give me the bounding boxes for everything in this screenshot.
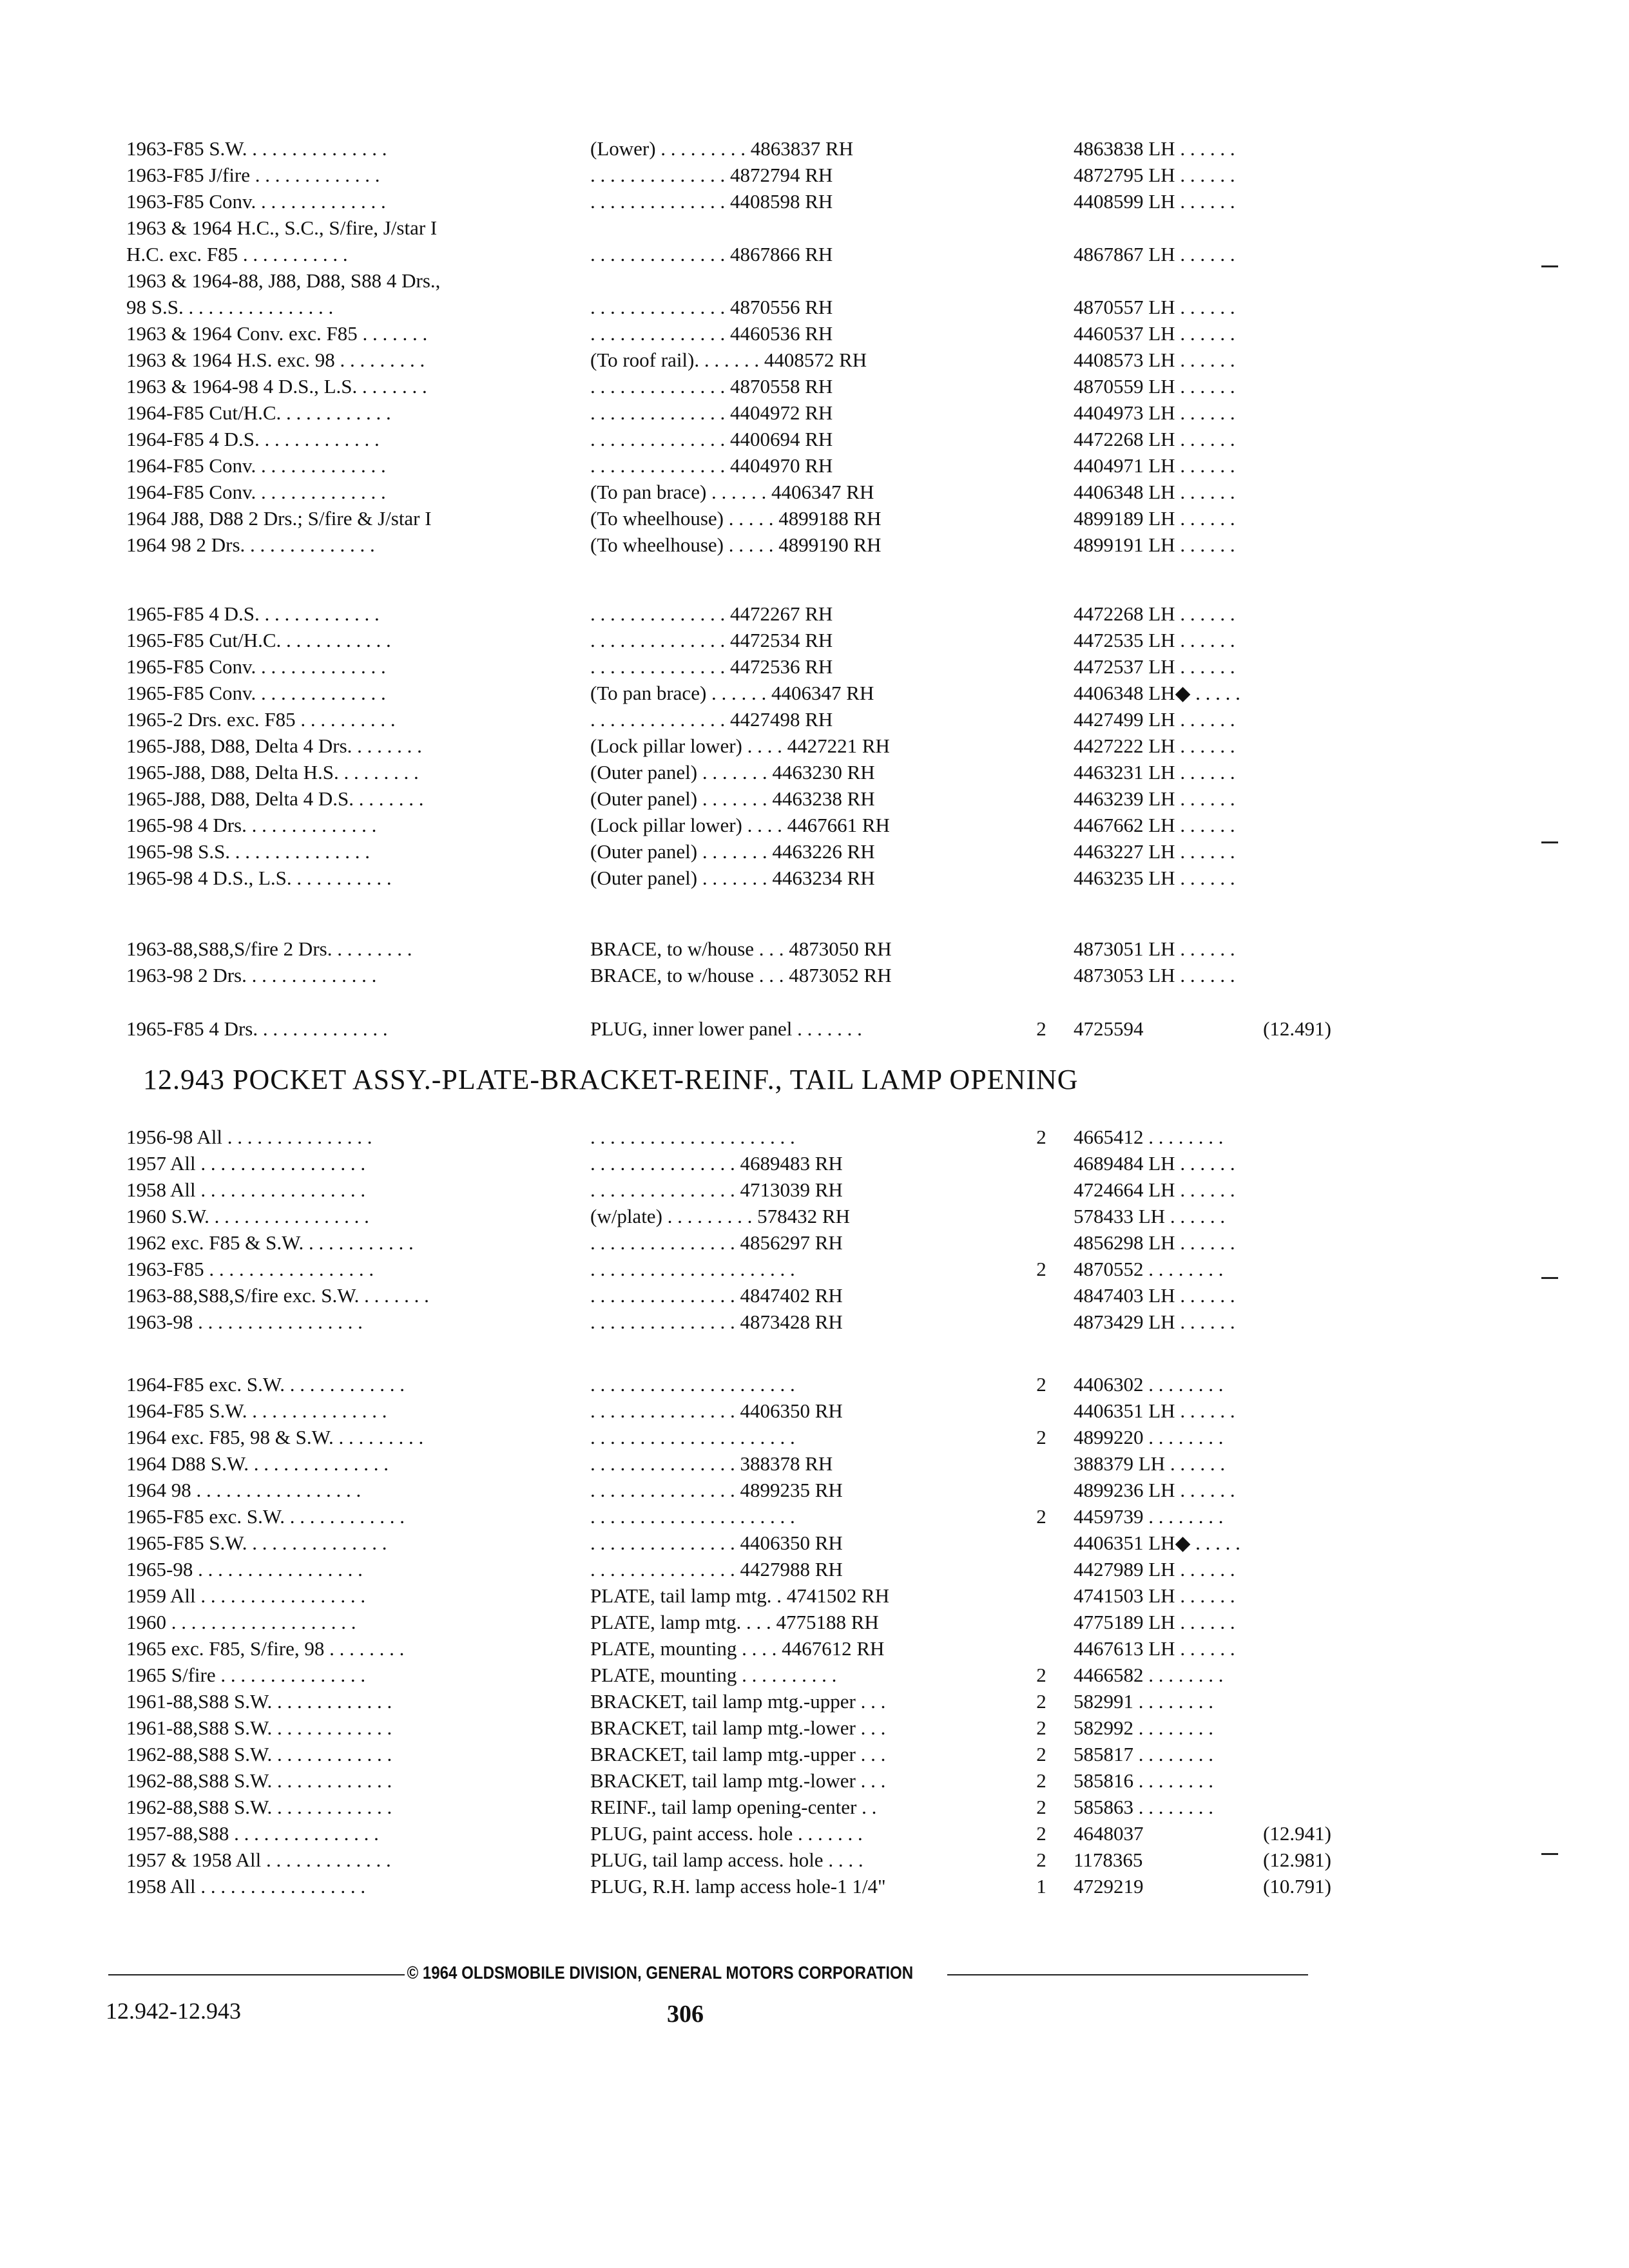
description-cell: (w/plate) . . . . . . . . . 578432 RH	[590, 1205, 850, 1227]
part-number-cell: 4404973 LH . . . . . .	[1074, 401, 1235, 424]
application-cell: 1960 . . . . . . . . . . . . . . . . . . .	[126, 1611, 356, 1633]
part-number-cell: 4899236 LH . . . . . .	[1074, 1479, 1235, 1501]
description-cell: . . . . . . . . . . . . . . 4460536 RH	[590, 322, 833, 345]
quantity-cell: 2	[1036, 1426, 1046, 1448]
application-cell: 1958 All . . . . . . . . . . . . . . . . .	[126, 1875, 366, 1898]
application-cell: 1960 S.W. . . . . . . . . . . . . . . . .	[126, 1205, 369, 1227]
parts-row	[126, 188, 1338, 215]
parts-row	[126, 1556, 1338, 1582]
description-cell: . . . . . . . . . . . . . . 4472536 RH	[590, 655, 833, 678]
application-cell: 1965-98 S.S. . . . . . . . . . . . . . .	[126, 840, 371, 863]
parts-row	[126, 1662, 1338, 1688]
part-number-cell: 582992 . . . . . . . .	[1074, 1716, 1213, 1739]
part-number-cell: 4863838 LH . . . . . .	[1074, 137, 1235, 160]
description-cell: (Outer panel) . . . . . . . 4463230 RH	[590, 761, 875, 783]
application-cell: 1965-F85 S.W. . . . . . . . . . . . . . .	[126, 1532, 387, 1554]
description-cell: . . . . . . . . . . . . . . 4408598 RH	[590, 190, 833, 213]
parts-row	[126, 1256, 1338, 1282]
part-number-cell: 4899220 . . . . . . . .	[1074, 1426, 1224, 1448]
parts-row	[126, 733, 1338, 759]
margin-mark	[1541, 1277, 1558, 1279]
parts-row	[126, 1688, 1338, 1715]
parts-row	[126, 1203, 1338, 1229]
application-cell: 1963-F85 Conv. . . . . . . . . . . . . .	[126, 190, 386, 213]
parts-group-brace	[126, 936, 1338, 988]
part-number-cell: 4899191 LH . . . . . .	[1074, 533, 1235, 556]
part-number-cell: 4427499 LH . . . . . .	[1074, 708, 1235, 731]
parts-row	[126, 936, 1338, 962]
application-cell: 1963 & 1964-98 4 D.S., L.S. . . . . . . .	[126, 375, 427, 398]
application-cell: 1964 J88, D88 2 Drs.; S/fire & J/star I	[126, 507, 432, 530]
description-cell: PLATE, mounting . . . . 4467612 RH	[590, 1637, 885, 1660]
application-cell: 1964-F85 Conv. . . . . . . . . . . . . .	[126, 481, 386, 503]
parts-row	[126, 1371, 1338, 1398]
quantity-cell: 2	[1036, 1690, 1046, 1713]
part-number-cell: 4472537 LH . . . . . .	[1074, 655, 1235, 678]
parts-group-1965	[126, 601, 1338, 891]
description-cell: . . . . . . . . . . . . . . . 4689483 RH	[590, 1152, 843, 1175]
description-cell: PLUG, R.H. lamp access hole-1 1/4"	[590, 1875, 886, 1898]
part-number-cell: 4472268 LH . . . . . .	[1074, 602, 1235, 625]
application-cell: 1962-88,S88 S.W. . . . . . . . . . . . .	[126, 1796, 392, 1818]
page-number: 306	[667, 2001, 704, 2028]
application-cell: 1965-2 Drs. exc. F85 . . . . . . . . . .	[126, 708, 396, 731]
application-cell: 1962 exc. F85 & S.W. . . . . . . . . . . .	[126, 1231, 414, 1254]
parts-row	[126, 1767, 1338, 1794]
parts-row	[126, 680, 1338, 706]
part-number-cell: 4408599 LH . . . . . .	[1074, 190, 1235, 213]
parts-row	[126, 452, 1338, 479]
reference-cell: (12.981)	[1263, 1849, 1331, 1871]
part-number-cell: 4867867 LH . . . . . .	[1074, 243, 1235, 265]
part-number-cell: 4873429 LH . . . . . .	[1074, 1311, 1235, 1333]
application-cell: 1957 All . . . . . . . . . . . . . . . . .	[126, 1152, 366, 1175]
application-cell: 1965 exc. F85, S/fire, 98 . . . . . . . .	[126, 1637, 405, 1660]
part-number-cell: 4472268 LH . . . . . .	[1074, 428, 1235, 450]
part-number-cell: 4775189 LH . . . . . .	[1074, 1611, 1235, 1633]
part-number-cell: 4467613 LH . . . . . .	[1074, 1637, 1235, 1660]
description-cell: BRACKET, tail lamp mtg.-lower . . .	[590, 1716, 886, 1739]
quantity-cell: 2	[1036, 1126, 1046, 1148]
parts-row	[126, 838, 1338, 865]
part-number-cell: 4406348 LH◆ . . . . .	[1074, 682, 1240, 704]
application-cell: 1963 & 1964 H.S. exc. 98 . . . . . . . . .	[126, 349, 425, 371]
description-cell: . . . . . . . . . . . . . . . 4899235 RH	[590, 1479, 843, 1501]
quantity-cell: 2	[1036, 1373, 1046, 1396]
application-cell: 1962-88,S88 S.W. . . . . . . . . . . . .	[126, 1743, 392, 1765]
parts-row	[126, 215, 1338, 241]
quantity-cell: 2	[1036, 1716, 1046, 1739]
part-number-cell: 4873053 LH . . . . . .	[1074, 964, 1235, 986]
application-cell: 1963 & 1964 Conv. exc. F85 . . . . . . .	[126, 322, 428, 345]
parts-row	[126, 1582, 1338, 1609]
margin-mark	[1541, 841, 1558, 843]
description-cell: . . . . . . . . . . . . . . 4404970 RH	[590, 454, 833, 477]
parts-group-pocket-1956-1963	[126, 1124, 1338, 1335]
application-cell: 1963-88,S88,S/fire exc. S.W. . . . . . . .	[126, 1284, 429, 1307]
description-cell: PLATE, tail lamp mtg. . 4741502 RH	[590, 1584, 890, 1607]
application-cell: 1963-F85 S.W. . . . . . . . . . . . . . .	[126, 137, 387, 160]
application-cell: 1959 All . . . . . . . . . . . . . . . . .	[126, 1584, 366, 1607]
application-cell: 1963-98 . . . . . . . . . . . . . . . . .	[126, 1311, 363, 1333]
part-number-cell: 4899189 LH . . . . . .	[1074, 507, 1235, 530]
description-cell: . . . . . . . . . . . . . . . 388378 RH	[590, 1452, 833, 1475]
quantity-cell: 2	[1036, 1017, 1046, 1040]
application-cell: H.C. exc. F85 . . . . . . . . . . .	[126, 243, 348, 265]
part-number-cell: 4459739 . . . . . . . .	[1074, 1505, 1224, 1528]
application-cell: 1963-F85 . . . . . . . . . . . . . . . . .	[126, 1258, 374, 1280]
parts-row	[126, 1503, 1338, 1530]
parts-row	[126, 426, 1338, 452]
part-number-cell: 4463227 LH . . . . . .	[1074, 840, 1235, 863]
part-number-cell: 4648037	[1074, 1822, 1144, 1845]
quantity-cell: 2	[1036, 1849, 1046, 1871]
description-cell: . . . . . . . . . . . . . . . . . . . . .	[590, 1373, 795, 1396]
parts-row	[126, 1015, 1338, 1042]
parts-row	[126, 1847, 1338, 1873]
part-number-cell: 4856298 LH . . . . . .	[1074, 1231, 1235, 1254]
description-cell: . . . . . . . . . . . . . . 4872794 RH	[590, 164, 833, 186]
description-cell: (To roof rail). . . . . . . 4408572 RH	[590, 349, 867, 371]
quantity-cell: 1	[1036, 1875, 1046, 1898]
part-number-cell: 4460537 LH . . . . . .	[1074, 322, 1235, 345]
application-cell: 1965-J88, D88, Delta H.S. . . . . . . . .	[126, 761, 419, 783]
part-number-cell: 4466582 . . . . . . . .	[1074, 1664, 1224, 1686]
description-cell: (Outer panel) . . . . . . . 4463238 RH	[590, 787, 875, 810]
application-cell: 1961-88,S88 S.W. . . . . . . . . . . . .	[126, 1716, 392, 1739]
description-cell: BRACE, to w/house . . . 4873050 RH	[590, 937, 892, 960]
application-cell: 1963-F85 J/fire . . . . . . . . . . . . .	[126, 164, 380, 186]
description-cell: PLATE, lamp mtg. . . . 4775188 RH	[590, 1611, 879, 1633]
part-number-cell: 4870559 LH . . . . . .	[1074, 375, 1235, 398]
parts-row	[126, 1150, 1338, 1177]
part-number-cell: 578433 LH . . . . . .	[1074, 1205, 1226, 1227]
application-cell: 1965 S/fire . . . . . . . . . . . . . . .	[126, 1664, 366, 1686]
application-cell: 1964-F85 S.W. . . . . . . . . . . . . . .	[126, 1399, 387, 1422]
description-cell: PLATE, mounting . . . . . . . . . .	[590, 1664, 837, 1686]
part-number-cell: 4872795 LH . . . . . .	[1074, 164, 1235, 186]
quantity-cell: 2	[1036, 1769, 1046, 1792]
description-cell: . . . . . . . . . . . . . . . 4427988 RH	[590, 1558, 843, 1581]
reference-cell: (12.491)	[1263, 1017, 1331, 1040]
parts-row	[126, 653, 1338, 680]
description-cell: . . . . . . . . . . . . . . 4427498 RH	[590, 708, 833, 731]
parts-row	[126, 1715, 1338, 1741]
application-cell: 1957-88,S88 . . . . . . . . . . . . . . .	[126, 1822, 379, 1845]
description-cell: (To wheelhouse) . . . . . 4899190 RH	[590, 533, 882, 556]
parts-row	[126, 1177, 1338, 1203]
quantity-cell: 2	[1036, 1796, 1046, 1818]
description-cell: BRACE, to w/house . . . 4873052 RH	[590, 964, 892, 986]
description-cell: (To pan brace) . . . . . . 4406347 RH	[590, 481, 874, 503]
description-cell: PLUG, inner lower panel . . . . . . .	[590, 1017, 862, 1040]
parts-row	[126, 785, 1338, 812]
part-number-cell: 4741503 LH . . . . . .	[1074, 1584, 1235, 1607]
part-number-cell: 4463239 LH . . . . . .	[1074, 787, 1235, 810]
application-cell: 1964-F85 Cut/H.C. . . . . . . . . . . .	[126, 401, 391, 424]
parts-row	[126, 532, 1338, 558]
part-number-cell: 4427989 LH . . . . . .	[1074, 1558, 1235, 1581]
parts-row	[126, 1873, 1338, 1899]
application-cell: 1965-98 4 Drs. . . . . . . . . . . . . .	[126, 814, 377, 836]
description-cell: (Outer panel) . . . . . . . 4463226 RH	[590, 840, 875, 863]
parts-row	[126, 294, 1338, 320]
part-number-cell: 4406351 LH . . . . . .	[1074, 1399, 1235, 1422]
application-cell: 1963-88,S88,S/fire 2 Drs. . . . . . . . .	[126, 937, 412, 960]
parts-row	[126, 399, 1338, 426]
description-cell: . . . . . . . . . . . . . . . 4406350 RH	[590, 1532, 843, 1554]
section-heading: 12.943 POCKET ASSY.-PLATE-BRACKET-REINF., TAIL LAMP OPENING	[143, 1064, 1079, 1095]
application-cell: 1964 98 2 Drs. . . . . . . . . . . . . .	[126, 533, 375, 556]
description-cell: BRACKET, tail lamp mtg.-upper . . .	[590, 1690, 886, 1713]
description-cell: (Lock pillar lower) . . . . 4427221 RH	[590, 735, 890, 757]
parts-row	[126, 1530, 1338, 1556]
application-cell: 1965-F85 4 Drs. . . . . . . . . . . . . .	[126, 1017, 388, 1040]
parts-row	[126, 1124, 1338, 1150]
quantity-cell: 2	[1036, 1743, 1046, 1765]
description-cell: . . . . . . . . . . . . . . . . . . . . .	[590, 1126, 795, 1148]
parts-row	[126, 962, 1338, 988]
footer-section-number: 12.942-12.943	[106, 1998, 241, 2024]
parts-row	[126, 479, 1338, 505]
application-cell: 1965-98 . . . . . . . . . . . . . . . . .	[126, 1558, 363, 1581]
parts-row	[126, 1477, 1338, 1503]
description-cell: . . . . . . . . . . . . . . 4400694 RH	[590, 428, 833, 450]
description-cell: . . . . . . . . . . . . . . . 4873428 RH	[590, 1311, 843, 1333]
footer-rule-right	[947, 1974, 1308, 1975]
part-number-cell: 388379 LH . . . . . .	[1074, 1452, 1226, 1475]
application-cell: 1964-F85 4 D.S. . . . . . . . . . . . .	[126, 428, 380, 450]
part-number-cell: 4467662 LH . . . . . .	[1074, 814, 1235, 836]
part-number-cell: 4725594	[1074, 1017, 1144, 1040]
application-cell: 1956-98 All . . . . . . . . . . . . . . .	[126, 1126, 372, 1148]
parts-row	[126, 1741, 1338, 1767]
description-cell: . . . . . . . . . . . . . . 4404972 RH	[590, 401, 833, 424]
part-number-cell: 4870552 . . . . . . . .	[1074, 1258, 1224, 1280]
reference-cell: (12.941)	[1263, 1822, 1331, 1845]
parts-row	[126, 1635, 1338, 1662]
description-cell: . . . . . . . . . . . . . . 4472267 RH	[590, 602, 833, 625]
part-number-cell: 4406348 LH . . . . . .	[1074, 481, 1235, 503]
application-cell: 98 S.S. . . . . . . . . . . . . . . .	[126, 296, 334, 318]
part-number-cell: 4870557 LH . . . . . .	[1074, 296, 1235, 318]
application-cell: 1964 exc. F85, 98 & S.W. . . . . . . . . .	[126, 1426, 424, 1448]
quantity-cell: 2	[1036, 1258, 1046, 1280]
description-cell: . . . . . . . . . . . . . . . . . . . . .	[590, 1426, 795, 1448]
parts-row	[126, 706, 1338, 733]
application-cell: 1961-88,S88 S.W. . . . . . . . . . . . .	[126, 1690, 392, 1713]
parts-row	[126, 601, 1338, 627]
parts-row	[126, 1309, 1338, 1335]
parts-row	[126, 505, 1338, 532]
application-cell: 1964-F85 Conv. . . . . . . . . . . . . .	[126, 454, 386, 477]
application-cell: 1957 & 1958 All . . . . . . . . . . . . .	[126, 1849, 391, 1871]
description-cell: (Lower) . . . . . . . . . 4863837 RH	[590, 137, 854, 160]
parts-row	[126, 1398, 1338, 1424]
parts-row	[126, 373, 1338, 399]
parts-row	[126, 812, 1338, 838]
margin-mark	[1541, 265, 1558, 267]
description-cell: . . . . . . . . . . . . . . 4870558 RH	[590, 375, 833, 398]
application-cell: 1963-98 2 Drs. . . . . . . . . . . . . .	[126, 964, 377, 986]
parts-row	[126, 1424, 1338, 1450]
part-number-cell: 4873051 LH . . . . . .	[1074, 937, 1235, 960]
description-cell: (To pan brace) . . . . . . 4406347 RH	[590, 682, 874, 704]
part-number-cell: 585816 . . . . . . . .	[1074, 1769, 1213, 1792]
parts-row	[126, 162, 1338, 188]
part-number-cell: 585863 . . . . . . . .	[1074, 1796, 1213, 1818]
description-cell: . . . . . . . . . . . . . . 4472534 RH	[590, 629, 833, 651]
description-cell: PLUG, paint access. hole . . . . . . .	[590, 1822, 863, 1845]
part-number-cell: 4427222 LH . . . . . .	[1074, 735, 1235, 757]
parts-row	[126, 135, 1338, 162]
description-cell: . . . . . . . . . . . . . . . 4713039 RH	[590, 1178, 843, 1201]
quantity-cell: 2	[1036, 1664, 1046, 1686]
part-number-cell: 4847403 LH . . . . . .	[1074, 1284, 1235, 1307]
footer-rule-left	[108, 1974, 411, 1975]
part-number-cell: 4724664 LH . . . . . .	[1074, 1178, 1235, 1201]
parts-row	[126, 1282, 1338, 1309]
application-cell: 1965-F85 Cut/H.C. . . . . . . . . . . .	[126, 629, 391, 651]
parts-row	[126, 865, 1338, 891]
parts-row	[126, 1820, 1338, 1847]
part-number-cell: 4472535 LH . . . . . .	[1074, 629, 1235, 651]
parts-row	[126, 759, 1338, 785]
application-cell: 1965-F85 4 D.S. . . . . . . . . . . . .	[126, 602, 380, 625]
copyright-notice: © 1964 OLDSMOBILE DIVISION, GENERAL MOTORS CORPORATION	[405, 1963, 916, 1983]
parts-row	[126, 241, 1338, 267]
application-cell: 1965-F85 Conv. . . . . . . . . . . . . .	[126, 655, 386, 678]
part-number-cell: 4408573 LH . . . . . .	[1074, 349, 1235, 371]
description-cell: . . . . . . . . . . . . . . . . . . . . .	[590, 1505, 795, 1528]
part-number-cell: 4689484 LH . . . . . .	[1074, 1152, 1235, 1175]
part-number-cell: 4665412 . . . . . . . .	[1074, 1126, 1224, 1148]
parts-row	[126, 627, 1338, 653]
parts-row	[126, 347, 1338, 373]
part-number-cell: 585817 . . . . . . . .	[1074, 1743, 1213, 1765]
application-cell: 1958 All . . . . . . . . . . . . . . . . .	[126, 1178, 366, 1201]
part-number-cell: 4463231 LH . . . . . .	[1074, 761, 1235, 783]
description-cell: PLUG, tail lamp access. hole . . . .	[590, 1849, 863, 1871]
application-cell: 1962-88,S88 S.W. . . . . . . . . . . . .	[126, 1769, 392, 1792]
part-number-cell: 4406351 LH◆ . . . . .	[1074, 1532, 1240, 1554]
application-cell: 1963 & 1964 H.C., S.C., S/fire, J/star I	[126, 216, 438, 239]
part-number-cell: 1178365	[1074, 1849, 1143, 1871]
part-number-cell: 4463235 LH . . . . . .	[1074, 867, 1235, 889]
parts-row	[126, 1229, 1338, 1256]
parts-group-1963-1964	[126, 135, 1338, 558]
part-number-cell: 4404971 LH . . . . . .	[1074, 454, 1235, 477]
application-cell: 1964 98 . . . . . . . . . . . . . . . . .	[126, 1479, 361, 1501]
parts-row	[126, 1450, 1338, 1477]
description-cell: . . . . . . . . . . . . . . . 4856297 RH	[590, 1231, 843, 1254]
application-cell: 1964-F85 exc. S.W. . . . . . . . . . . . .	[126, 1373, 405, 1396]
application-cell: 1965-F85 Conv. . . . . . . . . . . . . .	[126, 682, 386, 704]
application-cell: 1965-F85 exc. S.W. . . . . . . . . . . . .	[126, 1505, 405, 1528]
reference-cell: (10.791)	[1263, 1875, 1331, 1898]
description-cell: . . . . . . . . . . . . . . . 4847402 RH	[590, 1284, 843, 1307]
parts-row	[126, 1609, 1338, 1635]
parts-group-plug	[126, 1015, 1338, 1042]
application-cell: 1965-98 4 D.S., L.S. . . . . . . . . . .	[126, 867, 392, 889]
description-cell: BRACKET, tail lamp mtg.-upper . . .	[590, 1743, 886, 1765]
description-cell: . . . . . . . . . . . . . . . 4406350 RH	[590, 1399, 843, 1422]
application-cell: 1965-J88, D88, Delta 4 D.S. . . . . . . .	[126, 787, 424, 810]
description-cell: . . . . . . . . . . . . . . 4870556 RH	[590, 296, 833, 318]
description-cell: . . . . . . . . . . . . . . . . . . . . .	[590, 1258, 795, 1280]
part-number-cell: 4729219	[1074, 1875, 1144, 1898]
description-cell: BRACKET, tail lamp mtg.-lower . . .	[590, 1769, 886, 1792]
description-cell: . . . . . . . . . . . . . . 4867866 RH	[590, 243, 833, 265]
quantity-cell: 2	[1036, 1822, 1046, 1845]
application-cell: 1965-J88, D88, Delta 4 Drs. . . . . . . .	[126, 735, 422, 757]
parts-row	[126, 267, 1338, 294]
description-cell: REINF., tail lamp opening-center . .	[590, 1796, 877, 1818]
part-number-cell: 4406302 . . . . . . . .	[1074, 1373, 1224, 1396]
margin-mark	[1541, 1853, 1558, 1855]
description-cell: (Lock pillar lower) . . . . 4467661 RH	[590, 814, 890, 836]
description-cell: (Outer panel) . . . . . . . 4463234 RH	[590, 867, 875, 889]
part-number-cell: 582991 . . . . . . . .	[1074, 1690, 1213, 1713]
application-cell: 1964 D88 S.W. . . . . . . . . . . . . . .	[126, 1452, 389, 1475]
quantity-cell: 2	[1036, 1505, 1046, 1528]
description-cell: (To wheelhouse) . . . . . 4899188 RH	[590, 507, 882, 530]
parts-row	[126, 1794, 1338, 1820]
application-cell: 1963 & 1964-88, J88, D88, S88 4 Drs.,	[126, 269, 441, 292]
parts-row	[126, 320, 1338, 347]
parts-group-pocket-1964-1965	[126, 1371, 1338, 1899]
